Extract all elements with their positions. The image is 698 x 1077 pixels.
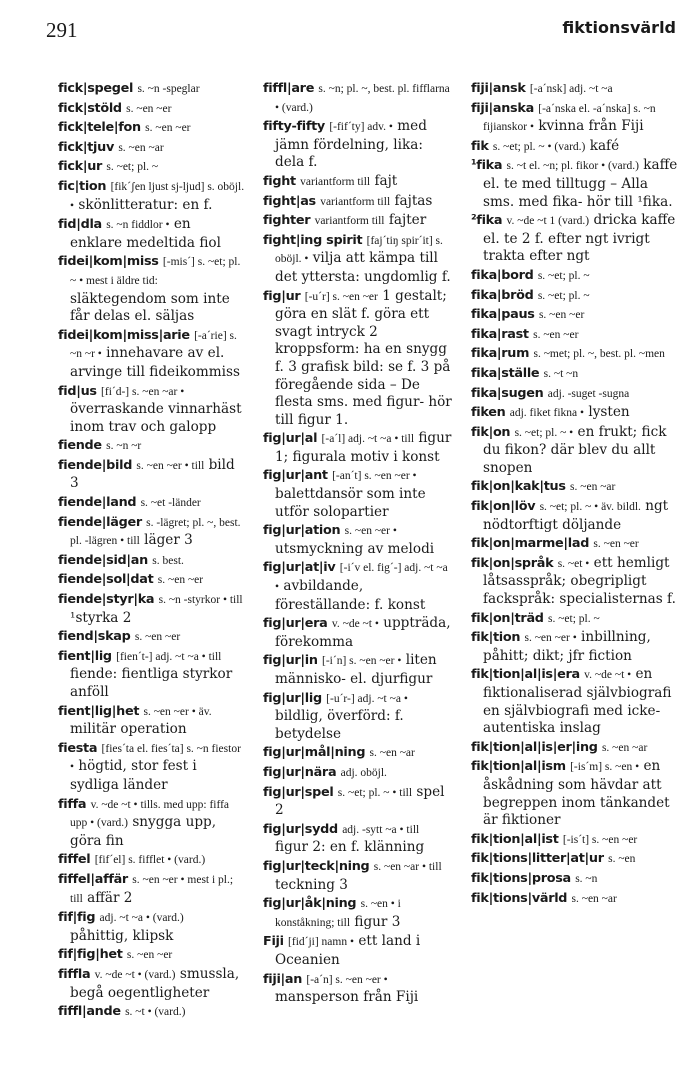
entry-headword: fick|spegel [58, 81, 134, 96]
entry-grammar: s. ~n; pl. ~, best. pl. fifflarna • (vard.) [275, 83, 450, 114]
entry-headword: fighter [263, 213, 311, 229]
entry-definition: fajtas [394, 192, 433, 209]
dictionary-entry [471, 535, 679, 554]
entry-headword: fight|ing spirit [263, 232, 363, 248]
dictionary-entry [58, 139, 246, 158]
entry-definition: kaffe el. te med tilltugg – Alla sms. med fika- hör till ¹fika. [483, 157, 678, 210]
entry-grammar: adj. -suget -sugna [547, 387, 630, 400]
entry-definition: en frukt; fick du fikon? där blev du allt snopen [483, 423, 667, 476]
dictionary-entry [58, 327, 246, 382]
dictionary-entry [58, 494, 246, 513]
entry-grammar: variantform till [300, 175, 371, 188]
entry-headword: fiji|ansk [471, 81, 526, 96]
entry-definition: affär 2 [87, 889, 133, 906]
dictionary-entry [58, 591, 246, 627]
entry-grammar: [fif´el] s. fifflet • (vard.) [94, 854, 206, 867]
dictionary-entry [471, 138, 679, 157]
entry-grammar: s. ~et; pl. ~ [537, 269, 590, 282]
entry-headword: fidei|kom|miss|arie [58, 327, 190, 343]
entry-headword: fick|tele|fon [58, 120, 141, 136]
dictionary-entry [263, 80, 453, 117]
entry-grammar: adj. -sytt ~a • till [342, 823, 420, 836]
entry-headword: fight [263, 173, 296, 189]
dictionary-entry [263, 615, 453, 651]
entry-definition: skönlitteratur: en f. [78, 196, 213, 213]
entry-definition: snygga upp, göra fin [70, 814, 217, 849]
dictionary-entry [58, 100, 246, 119]
entry-definition: en åskådning som hävdar att begreppen inom tänkandet är fiktioner [483, 758, 670, 829]
dictionary-entry [58, 253, 246, 325]
dictionary-entry [263, 933, 453, 969]
entry-headword: fiffl|ande [58, 1004, 121, 1020]
entry-grammar: s. -lägret; pl. ~, best. pl. -lägren • till [70, 516, 241, 548]
entry-grammar: s. ~et • [557, 557, 590, 570]
dictionary-entry [471, 212, 679, 266]
entry-headword: fika|bröd [471, 287, 534, 303]
entry-headword: fif|fig [58, 910, 96, 926]
entry-definition: en fiktionaliserad självbiografi en självbiografi med icke-autentiska inslag [483, 666, 672, 737]
entry-grammar: s. ~en ~er [134, 631, 181, 644]
dictionary-entry [471, 666, 679, 737]
dictionary-entry [471, 555, 679, 609]
dictionary-entry [471, 478, 679, 497]
dictionary-entry [471, 404, 679, 423]
entry-definition: fiende: fientliga styrkor anföll [70, 666, 233, 700]
entry-headword: fiji|an [263, 971, 303, 987]
dictionary-entry [58, 514, 246, 551]
entry-headword: ¹fika [471, 158, 503, 174]
entry-headword: fient|lig [58, 648, 112, 664]
dictionary-entry [58, 871, 246, 908]
entry-headword: fid|dla [58, 217, 102, 233]
entry-headword: fika|sugen [471, 385, 544, 401]
entry-definition: balettdansör som inte utför solopartier [275, 486, 426, 520]
entry-grammar: s. ~n ~r [106, 440, 142, 453]
dictionary-entry [58, 946, 246, 965]
dictionary-entry [263, 895, 453, 932]
entry-headword: fik [471, 138, 489, 154]
entry-grammar: s. ~en ~er [538, 309, 585, 322]
entry-definition: ngt nödtorftigt döljande [483, 498, 669, 533]
entry-grammar: s. ~n -styrkor • till [158, 594, 243, 607]
entry-grammar: v. ~de ~t • (vard.) [94, 968, 176, 981]
entry-grammar: s. ~en ~er [157, 574, 204, 587]
dictionary-entry [58, 796, 246, 851]
entry-headword: fient|lig|het [58, 703, 140, 719]
entry-grammar: adj. oböjl. [340, 766, 387, 779]
dictionary-entry [58, 1003, 246, 1022]
entry-definition: teckning 3 [275, 876, 348, 893]
dictionary-entry [471, 365, 679, 384]
entry-headword: fic|tion [58, 178, 107, 194]
entry-grammar: variantform till [320, 195, 391, 208]
entry-grammar: s. best. [152, 554, 184, 567]
entry-definition: bildlig, överförd: f. betydelse [275, 708, 404, 742]
entry-headword: fik|on|träd [471, 610, 544, 626]
entry-grammar: s. ~n [575, 872, 598, 885]
entry-headword: fik|tion|al|ist [471, 831, 559, 847]
dictionary-entry [263, 212, 453, 231]
entry-grammar: [-u´r-] adj. ~t ~a • [326, 692, 408, 705]
entry-grammar: s. ~et; pl. ~ [547, 612, 600, 625]
entry-definition: dricka kaffe el. te 2 f. efter ngt ivrigt trakta efter ngt [483, 212, 676, 265]
entry-definition: kvinna från Fiji [538, 118, 644, 135]
entry-grammar: [-a´rie] s. ~n ~r • [70, 329, 237, 361]
entry-headword: fiffel|affär [58, 871, 128, 887]
entry-grammar: adj. fiket fikna • [509, 407, 585, 420]
entry-headword: fig|ur|spel [263, 784, 334, 800]
entry-grammar: s. ~en ~er • mest i pl.; till [70, 873, 234, 905]
entry-headword: fiende|styr|ka [58, 592, 155, 608]
dictionary-entry [263, 784, 453, 820]
entry-definition: släktegendom som inte får delas el. säljas [70, 290, 230, 325]
dictionary-entry [471, 870, 679, 889]
dictionary-entry [263, 232, 453, 287]
entry-headword: fiffa [58, 796, 87, 812]
entry-definition: figur 1; figurala motiv i konst [275, 430, 452, 465]
entry-definition: spel 2 [275, 783, 445, 819]
dictionary-entry [471, 287, 679, 306]
entry-headword: fika|bord [471, 267, 534, 283]
entry-headword: fiende|sid|an [58, 552, 148, 568]
entry-grammar: [fik´ʃen ljust sj-ljud] s. oböjl. • [70, 180, 245, 212]
entry-grammar: s. ~en ~er • [524, 632, 577, 645]
dictionary-entry [471, 80, 679, 99]
entry-definition: utsmyckning av melodi [275, 540, 435, 557]
entry-headword: fig|ur|in [263, 653, 318, 669]
entry-grammar: s. ~et; pl. ~ • äv. bildl. [539, 501, 641, 514]
entry-headword: fig|ur [263, 288, 301, 304]
entry-grammar: [-a´nska el. -a´nska] s. ~n fijianskor • [483, 102, 656, 134]
entry-grammar: s. ~en [608, 853, 636, 866]
dictionary-entry [58, 703, 246, 739]
dictionary-entry [263, 858, 453, 894]
entry-headword: fig|ur|sydd [263, 821, 338, 837]
entry-definition: 1 gestalt; göra en slät f. göra ett svagt intryck 2 kroppsform: ha en snygg f. 3 grafisk bild: se f. 3 på föregående sida – De flesta sms. med figur- hör till figur 1. [275, 287, 452, 428]
dictionary-entry [58, 383, 246, 437]
entry-grammar: [-is´t] s. ~en ~er [562, 833, 638, 846]
entry-grammar: s. ~en ~ar [118, 141, 164, 154]
entry-headword: fig|ur|nära [263, 764, 337, 780]
entry-definition: figur 2: en f. klänning [275, 839, 425, 856]
entry-headword: fik|tions|värld [471, 890, 568, 906]
entry-definition: högtid, stor fest i sydliga länder [70, 758, 197, 793]
entry-headword: fik|tions|litter|at|ur [471, 851, 604, 867]
entry-grammar: [-a´l] adj. ~t ~a • till [321, 433, 415, 446]
dictionary-entry [58, 571, 246, 590]
dictionary-entry [471, 157, 679, 211]
dictionary-entry [58, 628, 246, 647]
dictionary-entry [471, 326, 679, 345]
entry-headword: fick|tjuv [58, 139, 114, 155]
entry-grammar: s. ~t • (vard.) [125, 1006, 186, 1019]
entry-grammar: s. ~en ~er • [344, 525, 397, 538]
dictionary-entry [263, 467, 453, 521]
dictionary-entry [263, 821, 453, 857]
entry-headword: fiende|sol|dat [58, 572, 154, 588]
dictionary-entry [58, 457, 246, 493]
entry-grammar: s. ~en ~ar [369, 747, 415, 760]
entry-headword: fight|as [263, 193, 316, 209]
entry-headword: fiende|läger [58, 514, 142, 530]
entry-grammar: [-is´m] s. ~en • [570, 761, 640, 774]
entry-grammar: s. ~et -länder [140, 497, 201, 510]
entry-definition: inbillning, påhitt; dikt; jfr fiction [483, 629, 651, 664]
entry-headword: fig|ur|ant [263, 468, 328, 484]
entry-headword: fika|rum [471, 346, 530, 362]
entry-grammar: [-a´n] s. ~en ~er • [306, 973, 388, 986]
entry-headword: fig|ur|at|iv [263, 560, 336, 576]
entry-grammar: v. ~de ~t • [331, 618, 379, 631]
entry-definition: läger 3 [144, 532, 193, 549]
dictionary-entry [471, 385, 679, 404]
entry-headword: fik|on|löv [471, 499, 536, 515]
entry-headword: fick|ur [58, 159, 103, 175]
entry-grammar: v. ~de ~t 1 (vard.) [506, 215, 590, 228]
entry-grammar: s. ~en ~er [126, 949, 173, 962]
entry-headword: fik|tion [471, 630, 521, 646]
entry-grammar: v. ~de ~t • tills. med upp: fiffa upp • (vard.) [70, 798, 230, 830]
dictionary-entry [471, 100, 679, 137]
entry-grammar: [-a´nsk] adj. ~t ~a [529, 83, 613, 95]
entry-headword: fick|stöld [58, 100, 122, 116]
entry-definition: påhittig, klipsk [70, 927, 174, 944]
entry-headword: fik|tion|al|ism [471, 759, 566, 775]
entry-definition: lysten [588, 404, 630, 421]
dictionary-entry [471, 850, 679, 869]
entry-headword: fid|us [58, 383, 97, 399]
entry-grammar: s. ~en ~ar [601, 741, 648, 754]
entry-grammar: s. ~et; pl. ~ [106, 161, 159, 174]
entry-headword: fiken [471, 405, 506, 421]
entry-grammar: [faj´tiŋ spir´it] s. oböjl. • [275, 234, 443, 266]
dictionary-entry [263, 690, 453, 744]
entry-headword: fiesta [58, 740, 98, 756]
dictionary-entry [58, 178, 246, 215]
entry-grammar: s. ~et; pl. ~ [537, 289, 590, 302]
dictionary-entry [263, 971, 453, 1007]
entry-definition: med jämn fördelning, lika: dela f. [275, 118, 427, 171]
dictionary-entry [471, 267, 679, 286]
dictionary-entry [58, 740, 246, 795]
entry-definition: fajt [374, 172, 398, 189]
entry-grammar: s. ~en ~er • äv. [143, 705, 212, 718]
dictionary-entry [471, 345, 679, 364]
dictionary-entry [58, 552, 246, 571]
entry-headword: fik|tion|al|is|era [471, 667, 580, 683]
entry-headword: fig|ur|al [263, 431, 318, 447]
entry-headword: fika|paus [471, 307, 535, 323]
entry-definition: ¹styrka 2 [70, 609, 132, 626]
entry-definition: smussla, begå oegentligheter [70, 965, 240, 1001]
entry-grammar: [-u´r] s. ~en ~er [304, 290, 378, 303]
column-3 [471, 80, 679, 909]
entry-grammar: s. ~t ~n [543, 367, 579, 380]
entry-grammar: s. ~en ~ar [570, 481, 616, 494]
entry-definition: fajter [388, 212, 427, 229]
entry-definition: innehavare av el. arvinge till fideikommiss [70, 345, 240, 380]
entry-definition: avbildande, föreställande: f. konst [275, 578, 426, 613]
entry-headword: fig|ur|åk|ning [263, 896, 357, 912]
column-1 [58, 80, 246, 1023]
entry-grammar: s. ~et; pl. ~ • (vard.) [492, 140, 586, 153]
entry-grammar: [fid´ji] namn • [288, 936, 355, 949]
entry-grammar: [-mis´] s. ~et; pl. ~ • mest i äldre tid: [70, 256, 241, 287]
entry-grammar: v. ~de ~t • [584, 669, 632, 682]
entry-headword: fig|ur|teck|ning [263, 858, 370, 874]
entry-headword: fika|ställe [471, 365, 540, 381]
dictionary-entry [263, 193, 453, 212]
entry-grammar: s. ~en ~ar • till [373, 860, 442, 873]
entry-grammar: [-fif´ty] adv. • [329, 121, 393, 134]
entry-headword: fik|tion|al|is|er|ing [471, 739, 598, 755]
entry-headword: fiffel [58, 852, 91, 868]
entry-grammar: s. ~et; pl. ~ • till [337, 786, 413, 799]
entry-headword: fifty-fifty [263, 119, 325, 135]
entry-grammar: s. ~t el. ~n; pl. fikor • (vard.) [506, 160, 639, 173]
dictionary-entry [263, 118, 453, 172]
entry-grammar: s. ~n fiddlor • [106, 219, 170, 232]
entry-definition: mansperson från Fiji [275, 989, 419, 1006]
dictionary-entry [263, 744, 453, 763]
dictionary-entry [263, 173, 453, 192]
dictionary-entry [471, 758, 679, 829]
dictionary-entry [58, 966, 246, 1002]
entry-grammar: s. ~en • i konståkning; till [275, 898, 401, 929]
entry-headword: fiende|bild [58, 457, 133, 473]
entry-headword: fig|ur|era [263, 616, 328, 632]
dictionary-entry [471, 890, 679, 909]
dictionary-entry [58, 158, 246, 177]
entry-grammar: adj. ~t ~a • (vard.) [99, 912, 184, 925]
column-2 [263, 80, 453, 1008]
entry-definition: kafé [589, 137, 620, 154]
entry-headword: fiffl|are [263, 81, 315, 96]
dictionary-entry [263, 559, 453, 614]
entry-headword: fig|ur|ation [263, 523, 341, 539]
entry-definition: överraskande vinnarhäst inom trav och galopp [70, 401, 242, 435]
entry-headword: fidei|kom|miss [58, 254, 159, 270]
dictionary-entry [263, 764, 453, 783]
entry-definition: ett land i Oceanien [275, 933, 421, 968]
entry-headword: fik|on|språk [471, 555, 554, 571]
entry-grammar: variantform till [314, 215, 385, 228]
entry-headword: fika|rast [471, 326, 529, 342]
dictionary-entry [263, 522, 453, 558]
entry-headword: fiffla [58, 966, 91, 982]
entry-definition: en enklare medeltida fiol [70, 216, 221, 251]
entry-grammar: s. ~en ~er [593, 538, 639, 551]
running-head: fiktionsvärld [562, 18, 676, 37]
entry-grammar: s. ~en ~ar [571, 892, 617, 905]
dictionary-entry [471, 739, 679, 758]
entry-grammar: [fi´d-] s. ~en ~ar • [101, 385, 185, 398]
dictionary-entry [263, 430, 453, 466]
entry-grammar: [-i´v el. fig´-] adj. ~t ~a • [275, 562, 448, 594]
entry-grammar: s. ~met; pl. ~, best. pl. ~men [533, 348, 665, 361]
entry-definition: bild 3 [70, 456, 235, 492]
entry-grammar: s. ~en ~er • till [136, 459, 205, 472]
entry-headword: fig|ur|mål|ning [263, 745, 366, 761]
dictionary-entry [58, 80, 246, 99]
entry-headword: Fiji [263, 934, 284, 950]
dictionary-entry [471, 629, 679, 665]
dictionary-entry [471, 831, 679, 850]
dictionary-entry [58, 909, 246, 945]
entry-headword: fiend|skap [58, 629, 131, 645]
entry-headword: fig|ur|lig [263, 690, 322, 706]
dictionary-entry [58, 851, 246, 870]
entry-grammar: s. ~n -speglar [137, 83, 200, 95]
entry-grammar: [-an´t] s. ~en ~er • [332, 470, 417, 483]
dictionary-entry [471, 306, 679, 325]
entry-grammar: s. ~en ~er [126, 102, 172, 115]
dictionary-entry [471, 498, 679, 534]
entry-grammar: s. ~et; pl. ~ • [514, 426, 574, 439]
dictionary-entry [58, 119, 246, 138]
dictionary-entry [58, 437, 246, 456]
entry-grammar: [fien´t-] adj. ~t ~a • till [116, 650, 222, 663]
entry-definition: figur 3 [354, 913, 401, 930]
entry-headword: ²fika [471, 213, 503, 229]
entry-headword: fik|on|kak|tus [471, 479, 566, 495]
entry-definition: vilja att kämpa till det yttersta: ungdomlig f. [275, 250, 451, 285]
entry-headword: fik|on|marme|lad [471, 536, 590, 552]
entry-definition: ett hemligt låtsasspråk; obegripligt fackspråk: specialisternas f. [483, 554, 676, 608]
entry-headword: fik|tions|prosa [471, 870, 571, 886]
dictionary-entry [58, 648, 246, 702]
entry-definition: liten människo- el. djurfigur [275, 652, 437, 687]
entry-headword: fif|fig|het [58, 947, 123, 963]
entry-definition: militär operation [70, 721, 187, 738]
dictionary-entry [471, 424, 679, 478]
dictionary-entry [263, 288, 453, 430]
dictionary-entry [58, 216, 246, 252]
dictionary-entry [263, 652, 453, 688]
dictionary-entry [471, 610, 679, 629]
entry-headword: fiende [58, 438, 102, 454]
entry-headword: fiji|anska [471, 100, 534, 116]
entry-grammar: s. ~en ~er [145, 122, 191, 135]
entry-headword: fik|on [471, 424, 511, 440]
entry-grammar: [-i´n] s. ~en ~er • [322, 655, 402, 668]
entry-definition: uppträda, förekomma [275, 615, 451, 650]
entry-grammar: s. ~en ~er [533, 328, 579, 341]
entry-grammar: [fies´ta el. fies´ta] s. ~n fiestor • [70, 742, 241, 774]
entry-headword: fiende|land [58, 495, 137, 511]
page-number: 291 [46, 18, 78, 42]
